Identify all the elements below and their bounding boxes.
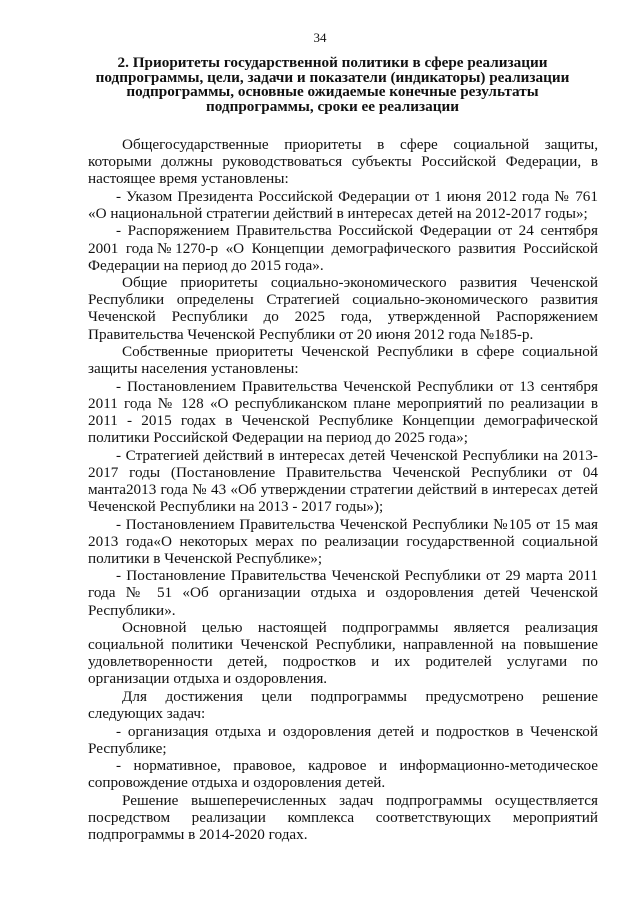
- list-item-task-organization: - организация отдыха и оздоровления детей и подростков в Чеченской Республике;: [88, 722, 598, 757]
- section-title-line: подпрограммы, цели, задачи и показатели (индикаторы) реализации: [95, 68, 570, 86]
- body-text: [88, 136, 598, 844]
- paragraph-tasks-intro: Для достижения цели подпрограммы предусмотрено решение следующих задач:: [88, 688, 598, 723]
- section-title-line: подпрограммы, основные ожидаемые конечные результаты: [126, 83, 539, 101]
- list-item-resolution-128: - Постановлением Правительства Чеченской Республики от 13 сентября 2011 года № 128 «О республиканском плане мероприятий по реализации в 2011 - 2015 годах в Чеченской Республике Концепции демографической политики Российской Федерации на период до 2025 года»;: [88, 377, 598, 447]
- list-item-children-strategy: - Стратегией действий в интересах детей Чеченской Республики на 2013-2017 годы (Постановление Правительства Чеченской Республики от 04 манта2013 года № 43 «Об утверждении стратегии действий в интересах детей Чеченской Республики на 2013 - 2017 годы»);: [88, 446, 598, 515]
- list-item-presidential-decree: - Указом Президента Российской Федерации от 1 июня 2012 года № 761 «О национальной стратегии действий в интересах детей на 2012-2017 годы»;: [88, 187, 598, 222]
- paragraph-general-priorities: Общие приоритеты социально-экономического развития Чеченской Республики определены Стратегией социально-экономического развития Чеченской Республики до 2025 года, утвержденной Распоряжением Правительства Чеченской Республики от 20 июня 2012 года №185-р.: [88, 274, 598, 343]
- list-item-government-order: - Распоряжением Правительства Российской Федерации от 24 сентября 2001 года№1270-р «О Концепции демографического развития Российской Федерации на период до 2015 года».: [88, 222, 598, 274]
- section-title-line: подпрограммы, сроки ее реализации: [206, 97, 459, 115]
- paragraph-own-priorities: Собственные приоритеты Чеченской Республики в сфере социальной защиты населения установлены:: [88, 343, 598, 378]
- section-title-line: 2. Приоритеты государственной политики в сфере реализации: [117, 54, 548, 71]
- list-item-task-support: - нормативное, правовое, кадровое и информационно-методическое сопровождение отдыха и оздоровления детей.: [88, 757, 598, 792]
- paragraph-implementation: Решение вышеперечисленных задач подпрограммы осуществляется посредством реализации комплекса соответствующих мероприятий подпрограммы в 2014-2020 годах.: [88, 792, 598, 844]
- paragraph-main-goal: Основной целью настоящей подпрограммы является реализация социальной политики Чеченской Республики, направленной на повышение удовлетворенности детей, подростков и их родителей услугами по организации отдыха и оздоровления.: [88, 619, 598, 688]
- list-item-resolution-51: - Постановление Правительства Чеченской Республики от 29 марта 2011 года № 51 «Об организации отдыха и оздоровления детей Чеченской Республики».: [88, 567, 598, 619]
- list-item-resolution-105: - Постановлением Правительства Чеченской Республики №105 от 15 мая 2013 года«О некоторых мерах по реализации государственной социальной политики в Чеченской Республике»;: [88, 515, 598, 567]
- paragraph-intro: Общегосударственные приоритеты в сфере социальной защиты, которыми должны руководствоваться субъекты Российской Федерации, в настоящее время установлены:: [88, 136, 598, 188]
- section-title: [70, 56, 595, 114]
- page-number: 34: [313, 30, 327, 45]
